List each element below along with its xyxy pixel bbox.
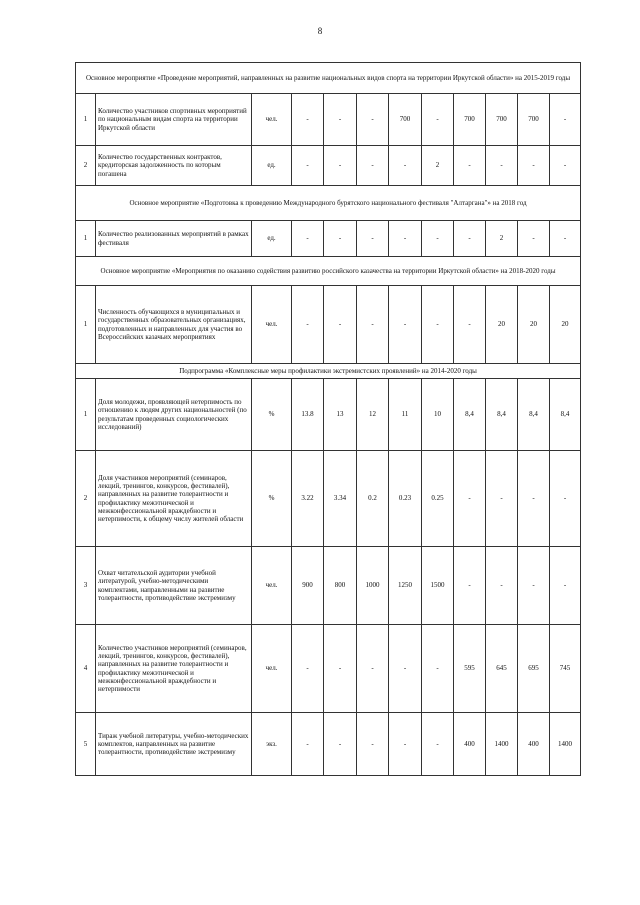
value-cell: - xyxy=(324,94,357,146)
value-cell: - xyxy=(454,286,486,364)
table-row xyxy=(76,221,581,257)
value-cell: 700 xyxy=(518,94,550,146)
value-cell: - xyxy=(422,94,454,146)
unit-cell: экз. xyxy=(252,713,292,776)
value-cell: 10 xyxy=(422,379,454,451)
value-cell: 1500 xyxy=(422,547,454,625)
value-cell: - xyxy=(518,221,550,257)
section-header-row xyxy=(76,364,581,379)
table-row xyxy=(76,451,581,547)
value-cell: - xyxy=(422,625,454,713)
row-number: 2 xyxy=(76,451,96,547)
value-cell: - xyxy=(518,146,550,186)
value-cell: 20 xyxy=(518,286,550,364)
unit-cell: чел. xyxy=(252,547,292,625)
value-cell: - xyxy=(454,146,486,186)
value-cell: - xyxy=(357,146,389,186)
value-cell: - xyxy=(357,286,389,364)
table-row xyxy=(76,146,581,186)
row-number: 4 xyxy=(76,625,96,713)
value-cell: - xyxy=(518,451,550,547)
row-number: 5 xyxy=(76,713,96,776)
value-cell: - xyxy=(357,625,389,713)
value-cell: 0.25 xyxy=(422,451,454,547)
value-cell: - xyxy=(292,713,324,776)
value-cell: 13 xyxy=(324,379,357,451)
unit-cell: чел. xyxy=(252,625,292,713)
table-row xyxy=(76,94,581,146)
value-cell: - xyxy=(324,625,357,713)
value-cell: 8,4 xyxy=(550,379,581,451)
value-cell: 700 xyxy=(389,94,422,146)
value-cell: 1400 xyxy=(550,713,581,776)
unit-cell: % xyxy=(252,451,292,547)
value-cell: - xyxy=(389,713,422,776)
value-cell: - xyxy=(454,221,486,257)
value-cell: - xyxy=(454,547,486,625)
value-cell: - xyxy=(422,221,454,257)
value-cell: 700 xyxy=(486,94,518,146)
unit-cell: чел. xyxy=(252,286,292,364)
indicator-name: Количество государственных контрактов, кредиторская задолженность по которым погашена xyxy=(96,146,252,186)
unit-cell: ед. xyxy=(252,221,292,257)
indicator-name: Численность обучающихся в муниципальных и государственных образовательных организациях, подготовленных и направленных для участия во Всероссийских казачьих мероприятиях xyxy=(96,286,252,364)
value-cell: - xyxy=(292,625,324,713)
section-title: Основное мероприятие «Проведение мероприятий, направленных на развитие национальных видов спорта на территории Иркутской области» на 2015-2019 годы xyxy=(76,63,581,94)
value-cell: 0.2 xyxy=(357,451,389,547)
value-cell: - xyxy=(389,625,422,713)
unit-cell: чел. xyxy=(252,94,292,146)
row-number: 1 xyxy=(76,94,96,146)
value-cell: - xyxy=(486,146,518,186)
value-cell: 900 xyxy=(292,547,324,625)
value-cell: - xyxy=(422,286,454,364)
value-cell: 695 xyxy=(518,625,550,713)
value-cell: - xyxy=(357,713,389,776)
value-cell: 8,4 xyxy=(518,379,550,451)
value-cell: - xyxy=(454,451,486,547)
row-number: 3 xyxy=(76,547,96,625)
section-title: Основное мероприятие «Подготовка к проведению Международного бурятского национального фестиваля "Алтаргана"» на 2018 год xyxy=(76,186,581,221)
indicators-table xyxy=(75,62,581,776)
row-number: 1 xyxy=(76,379,96,451)
value-cell: 2 xyxy=(486,221,518,257)
value-cell: 8,4 xyxy=(486,379,518,451)
value-cell: 595 xyxy=(454,625,486,713)
value-cell: - xyxy=(486,451,518,547)
value-cell: - xyxy=(357,221,389,257)
indicator-name: Количество участников мероприятий (семинаров, лекций, тренингов, конкурсов, фестивалей), направленных на развитие толерантности и профилактику межэтнической и межконфессиональной враждебности и нетерпимости xyxy=(96,625,252,713)
indicator-name: Тираж учебной литературы, учебно-методических комплектов, направленных на развитие толерантности, противодействие экстремизму xyxy=(96,713,252,776)
table-row xyxy=(76,713,581,776)
indicator-name: Охват читательской аудитории учебной литературой, учебно-методическими комплектами, направленными на развитие толерантности, противодействие экстремизму xyxy=(96,547,252,625)
value-cell: 645 xyxy=(486,625,518,713)
section-header-row xyxy=(76,63,581,94)
indicator-name: Доля участников мероприятий (семинаров, лекций, тренингов, конкурсов, фестивалей), направленных на развитие толерантности и профилактику межэтнической и межконфессиональной враждебности и нетерпимости, к общему числу жителей области xyxy=(96,451,252,547)
section-header-row xyxy=(76,186,581,221)
unit-cell: ед. xyxy=(252,146,292,186)
value-cell: 12 xyxy=(357,379,389,451)
value-cell: 745 xyxy=(550,625,581,713)
value-cell: - xyxy=(292,221,324,257)
row-number: 1 xyxy=(76,286,96,364)
indicator-name: Количество реализованных мероприятий в рамках фестиваля xyxy=(96,221,252,257)
page-number: 8 xyxy=(317,26,323,36)
value-cell: - xyxy=(324,713,357,776)
value-cell: 3.22 xyxy=(292,451,324,547)
value-cell: 20 xyxy=(486,286,518,364)
table-row xyxy=(76,286,581,364)
value-cell: - xyxy=(389,221,422,257)
section-title: Подпрограмма «Комплексные меры профилактики экстремистских проявлений» на 2014-2020 годы xyxy=(76,364,581,379)
row-number: 2 xyxy=(76,146,96,186)
value-cell: 1400 xyxy=(486,713,518,776)
value-cell: 1250 xyxy=(389,547,422,625)
value-cell: - xyxy=(324,286,357,364)
value-cell: - xyxy=(422,713,454,776)
value-cell: - xyxy=(518,547,550,625)
value-cell: - xyxy=(324,221,357,257)
value-cell: - xyxy=(550,451,581,547)
value-cell: - xyxy=(357,94,389,146)
value-cell: 800 xyxy=(324,547,357,625)
unit-cell: % xyxy=(252,379,292,451)
value-cell: - xyxy=(486,547,518,625)
value-cell: - xyxy=(550,146,581,186)
value-cell: 0.23 xyxy=(389,451,422,547)
value-cell: 11 xyxy=(389,379,422,451)
row-number: 1 xyxy=(76,221,96,257)
indicator-name: Количество участников спортивных мероприятий по национальным видам спорта на территории Иркутской области xyxy=(96,94,252,146)
value-cell: - xyxy=(389,146,422,186)
value-cell: - xyxy=(292,94,324,146)
table-row xyxy=(76,379,581,451)
value-cell: 8,4 xyxy=(454,379,486,451)
value-cell: - xyxy=(550,547,581,625)
table-row xyxy=(76,625,581,713)
value-cell: 3.34 xyxy=(324,451,357,547)
value-cell: 2 xyxy=(422,146,454,186)
value-cell: - xyxy=(550,94,581,146)
value-cell: - xyxy=(292,146,324,186)
value-cell: 400 xyxy=(518,713,550,776)
value-cell: 400 xyxy=(454,713,486,776)
value-cell: - xyxy=(389,286,422,364)
value-cell: - xyxy=(324,146,357,186)
value-cell: 700 xyxy=(454,94,486,146)
value-cell: - xyxy=(550,221,581,257)
value-cell: 1000 xyxy=(357,547,389,625)
value-cell: - xyxy=(292,286,324,364)
table-row xyxy=(76,547,581,625)
section-header-row xyxy=(76,257,581,286)
value-cell: 20 xyxy=(550,286,581,364)
section-title: Основное мероприятие «Мероприятия по оказанию содействия развитию российского казачества на территории Иркутской области» на 2018-2020 годы xyxy=(76,257,581,286)
value-cell: 13.8 xyxy=(292,379,324,451)
indicator-name: Доля молодежи, проявляющей нетерпимость по отношению к людям других национальностей (по результатам проведенных социологических исследований) xyxy=(96,379,252,451)
